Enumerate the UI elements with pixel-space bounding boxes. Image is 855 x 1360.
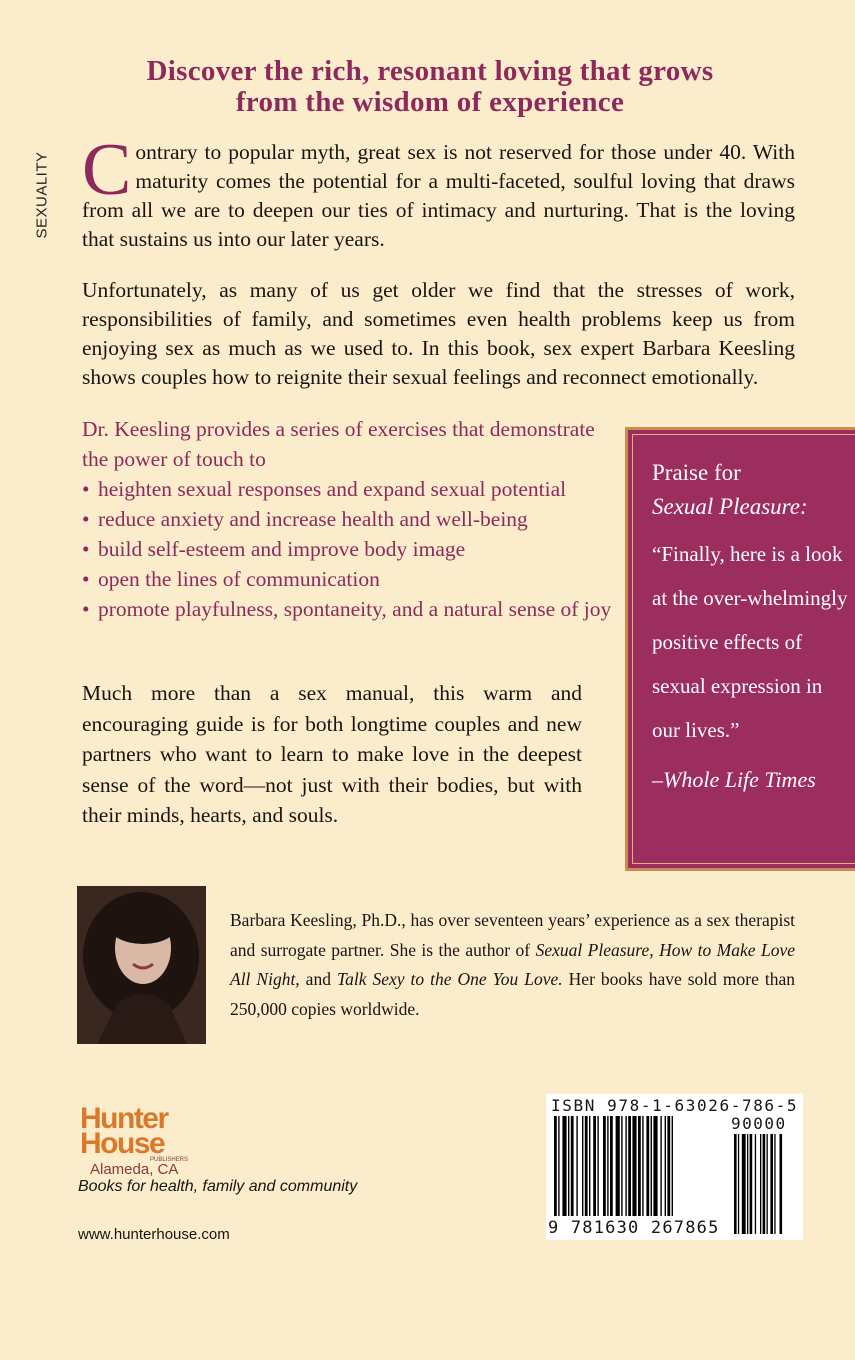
barcode-bar — [665, 1116, 666, 1216]
barcode-addon-bar — [742, 1134, 746, 1234]
intro-paragraph-text: ontrary to popular myth, great sex is not reserved for those under 40. With maturity comes the potential for a multi-faceted, soulful loving that draws from all we are to deepen our ties of intimacy and nurturing. That is the loving that sustains us into our later years. — [82, 140, 795, 251]
barcode-bar — [667, 1116, 670, 1216]
barcode-bar — [610, 1116, 613, 1216]
barcode-bar — [672, 1116, 673, 1216]
bio-text: Her books have sold more than 250,000 copies worldwide. — [230, 969, 795, 1019]
publisher-location: Alameda, CA — [90, 1161, 179, 1178]
barcode-bar — [638, 1116, 641, 1216]
isbn-label: ISBN 978-1-63026-786-5 — [551, 1096, 799, 1115]
logo-sub: PUBLISHERS — [150, 1157, 189, 1163]
author-bio — [230, 906, 795, 1024]
barcode-addon-bar — [780, 1134, 783, 1234]
drop-cap: C — [82, 129, 132, 211]
praise-quote: “Finally, here is a look at the over-whelmingly positive effects of sexual expression in our lives.” — [652, 542, 848, 742]
bio-book-titles: Sexual Pleasure, How to Make Love All Night, — [230, 939, 795, 989]
barcode-bar — [607, 1116, 608, 1216]
barcode-bar — [642, 1116, 643, 1216]
author-photo — [77, 886, 206, 1044]
barcode-bar — [571, 1116, 574, 1216]
isbn-barcode — [546, 1094, 803, 1240]
barcode-addon-bar — [734, 1134, 737, 1234]
barcode-bar — [616, 1116, 620, 1216]
barcode-addon-bar — [755, 1134, 756, 1234]
logo-line2: House — [80, 1127, 165, 1160]
barcode-bar — [628, 1116, 631, 1216]
barcode-bar — [576, 1116, 577, 1216]
exercise-list — [82, 414, 612, 624]
barcode-bar — [589, 1116, 590, 1216]
praise-book-title: Sexual Pleasure: — [652, 494, 808, 519]
barcode-bar — [651, 1116, 652, 1216]
bio-text: Barbara Keesling, Ph.D., has over seventeen years’ experience as a sex therapist and surrogate partner. She is the author of — [230, 910, 795, 960]
list-item: • open the lines of communication — [82, 564, 612, 594]
barcode-addon-bar — [770, 1134, 773, 1234]
barcode-addon-bar — [767, 1134, 768, 1234]
praise-title: Praise for — [652, 460, 741, 485]
barcode-bar — [597, 1116, 598, 1216]
publisher-url: www.hunterhouse.com — [78, 1226, 230, 1243]
intro-paragraph — [82, 129, 795, 254]
headline — [90, 56, 770, 118]
publisher-tagline: Books for health, family and community — [78, 1178, 358, 1195]
barcode-bar — [621, 1116, 622, 1216]
bio-book-title: Talk Sexy to the One You Love. — [336, 969, 563, 989]
barcode-bar — [646, 1116, 649, 1216]
barcode-bar — [554, 1116, 557, 1216]
headline-line2: from the wisdom of experience — [235, 86, 625, 118]
barcode-addon-bar — [774, 1134, 775, 1234]
exercise-list-intro: Dr. Keesling provides a series of exercises that demonstrate the power of touch to — [82, 417, 595, 471]
barcode-bar — [568, 1116, 569, 1216]
praise-attribution: –Whole Life Times — [652, 767, 816, 792]
headline-line1: Discover the rich, resonant loving that grows — [146, 55, 714, 87]
second-paragraph: Unfortunately, as many of us get older we find that the stresses of work, responsibilities of family, and sometimes even health problems keep us from enjoying sex as much as we used to. In this book, sex expert Barbara Keesling shows couples how to reignite their sexual feelings and reconnect emotionally. — [82, 278, 795, 389]
list-item: • promote playfulness, spontaneity, and a natural sense of joy — [82, 594, 612, 624]
barcode-bar — [582, 1116, 583, 1216]
barcode-digits: 9 781630 267865 — [548, 1218, 720, 1238]
barcode-bar — [585, 1116, 588, 1216]
closing-paragraph: Much more than a sex manual, this warm and encouraging guide is for both longtime couples and new partners who want to learn to make love in the deepest sense of the word—not just with their bodies, but with their minds, hearts, and souls. — [82, 681, 582, 827]
praise-box — [625, 427, 855, 871]
barcode-addon-bar — [763, 1134, 766, 1234]
barcode-addon-bar — [747, 1134, 748, 1234]
barcode-bar — [562, 1116, 566, 1216]
list-item: • build self-esteem and improve body image — [82, 534, 612, 564]
barcode-addon-bar — [738, 1134, 739, 1234]
list-item: • reduce anxiety and increase health and well-being — [82, 504, 612, 534]
logo-line1: Hunter — [80, 1102, 168, 1135]
spine-label-text: SEXUALITY — [33, 151, 51, 239]
barcode-bar — [593, 1116, 596, 1216]
barcode-addon-bar — [750, 1134, 753, 1234]
list-item: • heighten sexual responses and expand sexual potential — [82, 474, 612, 504]
barcode-addon-digits: 90000 — [731, 1114, 787, 1133]
barcode-bar — [558, 1116, 559, 1216]
spine-label — [22, 145, 62, 245]
barcode-addon-bar — [760, 1134, 761, 1234]
bio-text: and — [299, 969, 337, 989]
barcode-bar — [625, 1116, 626, 1216]
barcode-bar — [603, 1116, 606, 1216]
barcode-bar — [632, 1116, 636, 1216]
barcode-bar — [660, 1116, 661, 1216]
barcode-bar — [653, 1116, 657, 1216]
publisher-logo — [78, 1098, 238, 1178]
